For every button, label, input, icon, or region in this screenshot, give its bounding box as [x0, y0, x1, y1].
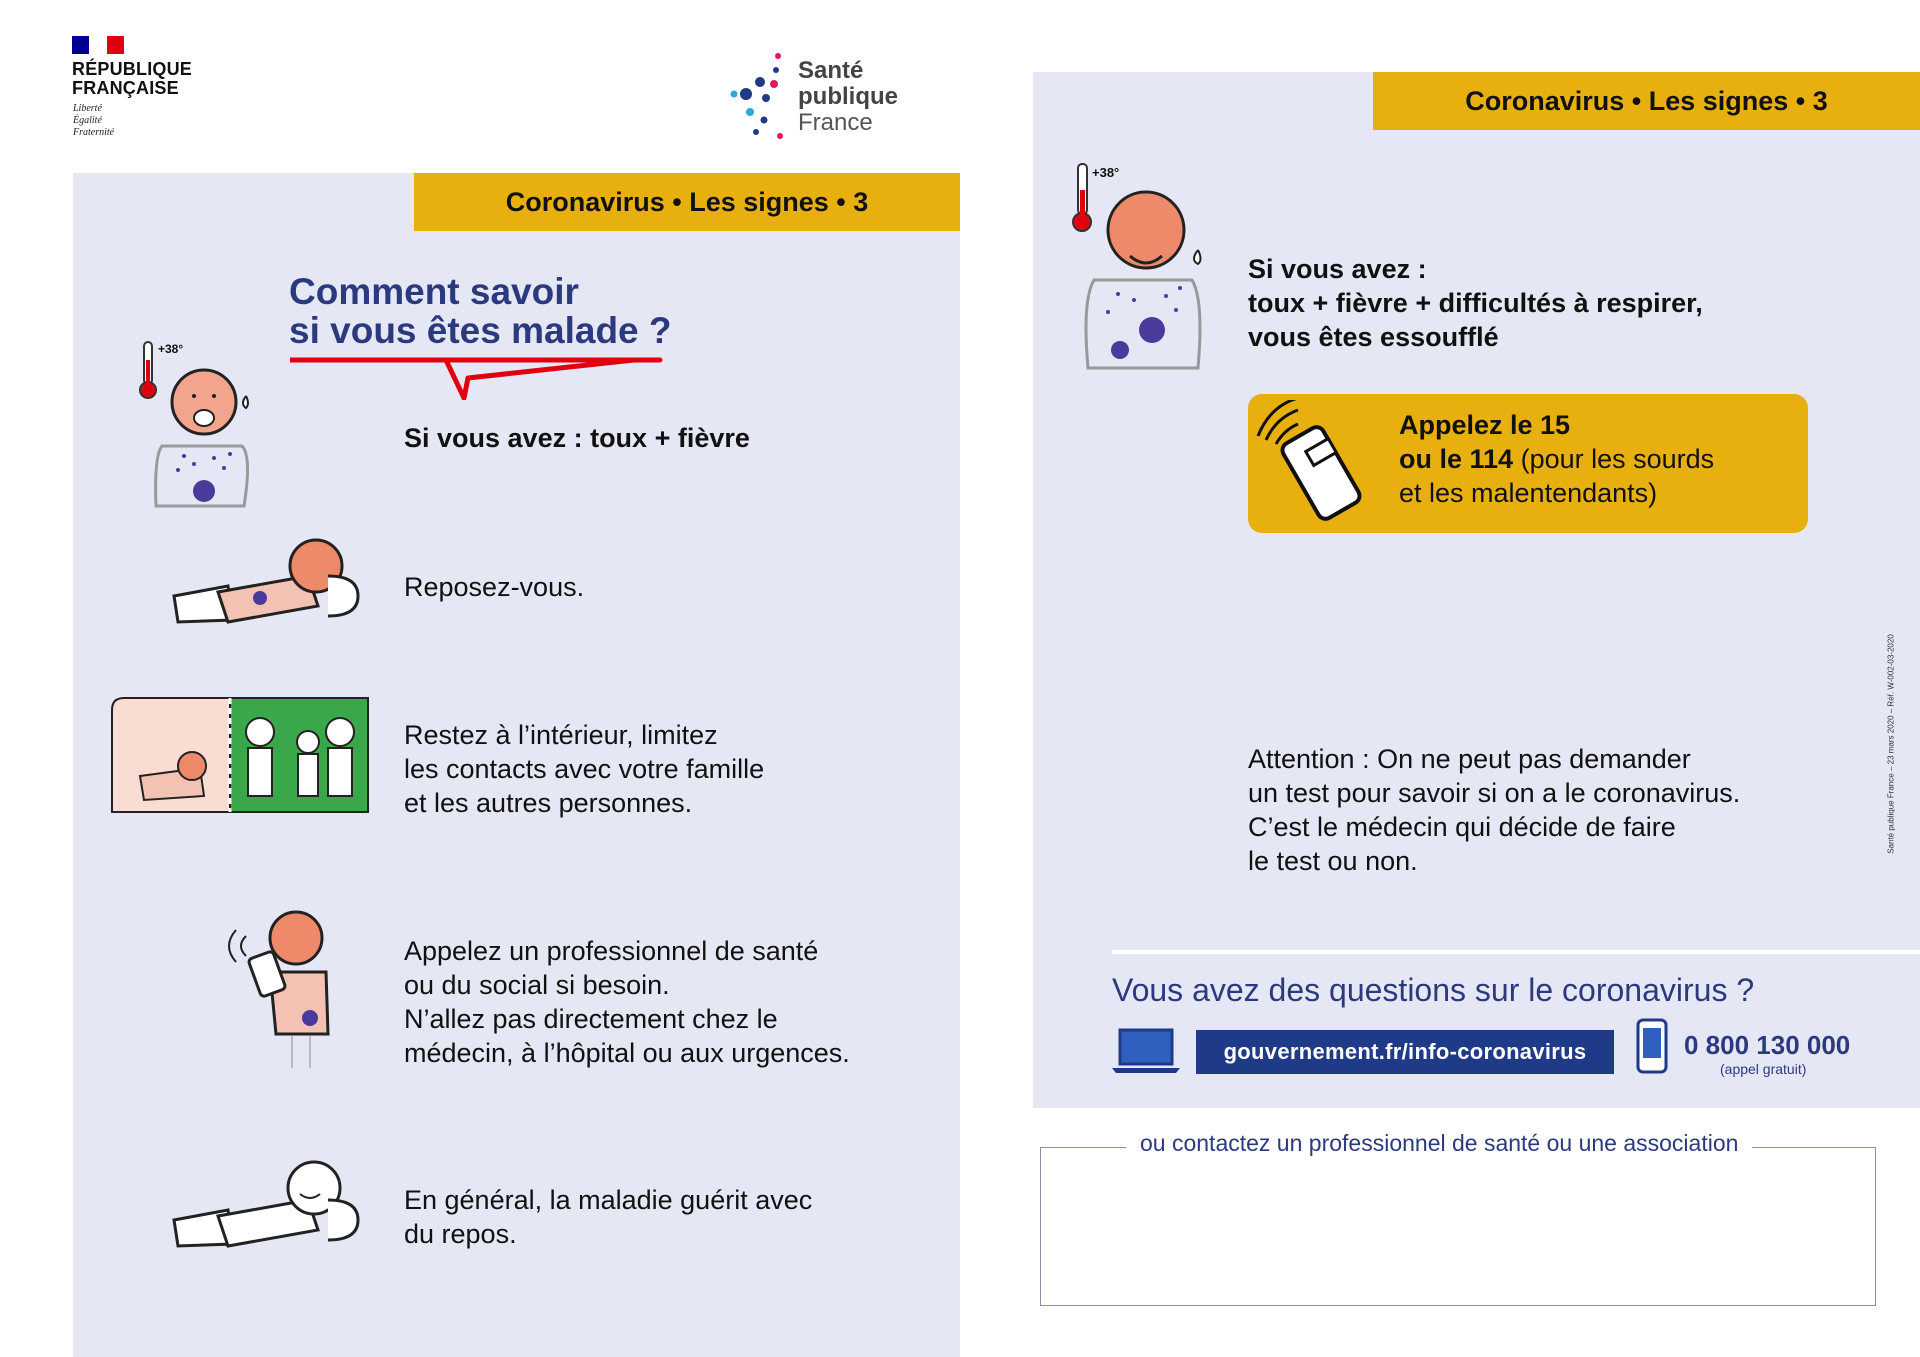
phone-ringing-icon	[1256, 400, 1380, 524]
mobile-phone-icon	[1636, 1018, 1668, 1074]
sante-publique-france-wordmark: Santé publique France	[798, 57, 898, 136]
questions-heading: Vous avez des questions sur le coronavirus ?	[1112, 972, 1755, 1008]
resting-person-icon	[168, 536, 366, 628]
info-coronavirus-link[interactable]: gouvernement.fr/info-coronavirus	[1196, 1030, 1614, 1074]
right-poster-banner: Coronavirus • Les signes • 3	[1373, 72, 1920, 130]
contact-box-label: ou contactez un professionnel de santé ou une association	[1126, 1130, 1752, 1157]
person-calling-icon	[226, 910, 342, 1072]
french-flag-icon	[72, 36, 124, 54]
speech-underline-icon	[288, 356, 668, 400]
svg-text:+38°: +38°	[1092, 165, 1120, 180]
helpline-note: (appel gratuit)	[1720, 1061, 1807, 1077]
left-symptoms-text: Si vous avez : toux + fièvre	[404, 423, 750, 453]
step1-text: Reposez-vous.	[404, 572, 585, 602]
helpline-number[interactable]: 0 800 130 000	[1684, 1030, 1851, 1060]
sick-person-cough-icon	[134, 336, 264, 512]
republic-motto: Liberté Égalité Fraternité	[73, 103, 115, 138]
right-symptoms-text: Si vous avez : toux + fièvre + difficultés à respirer, vous êtes essoufflé	[1248, 254, 1703, 352]
poster-title: Comment savoir si vous êtes malade ?	[289, 271, 672, 351]
recovered-resting-icon	[168, 1160, 366, 1252]
step2-text: Restez à l’intérieur, limitez les contacts avec votre famille et les autres personnes.	[404, 720, 765, 818]
step4-text: En général, la maladie guérit avec du repos.	[404, 1185, 813, 1249]
reference-note: Santé publique France – 23 mars 2020 – Réf. W-002-03-2020	[1886, 634, 1896, 854]
sante-publique-france-logo-icon	[728, 48, 788, 144]
left-poster-banner: Coronavirus • Les signes • 3	[414, 173, 960, 231]
republique-francaise-label: RÉPUBLIQUE FRANÇAISE	[72, 59, 193, 98]
laptop-icon	[1110, 1028, 1182, 1074]
contact-box	[1040, 1147, 1876, 1306]
attention-text: Attention : On ne peut pas demander un test pour savoir si on a le coronavirus. C’est le médecin qui décide de faire le test ou non.	[1248, 744, 1741, 876]
sick-person-breathing-icon	[1068, 160, 1218, 376]
section-divider	[1112, 950, 1920, 954]
stay-inside-room-icon	[110, 696, 372, 814]
emergency-call-text: Appelez le 15 ou le 114 (pour les sourds et les malentendants)	[1399, 410, 1715, 508]
svg-text:+38°: +38°	[158, 342, 184, 356]
step3-text: Appelez un professionnel de santé ou du social si besoin. N’allez pas directement chez le médecin, à l’hôpital ou aux urgences.	[404, 936, 850, 1068]
